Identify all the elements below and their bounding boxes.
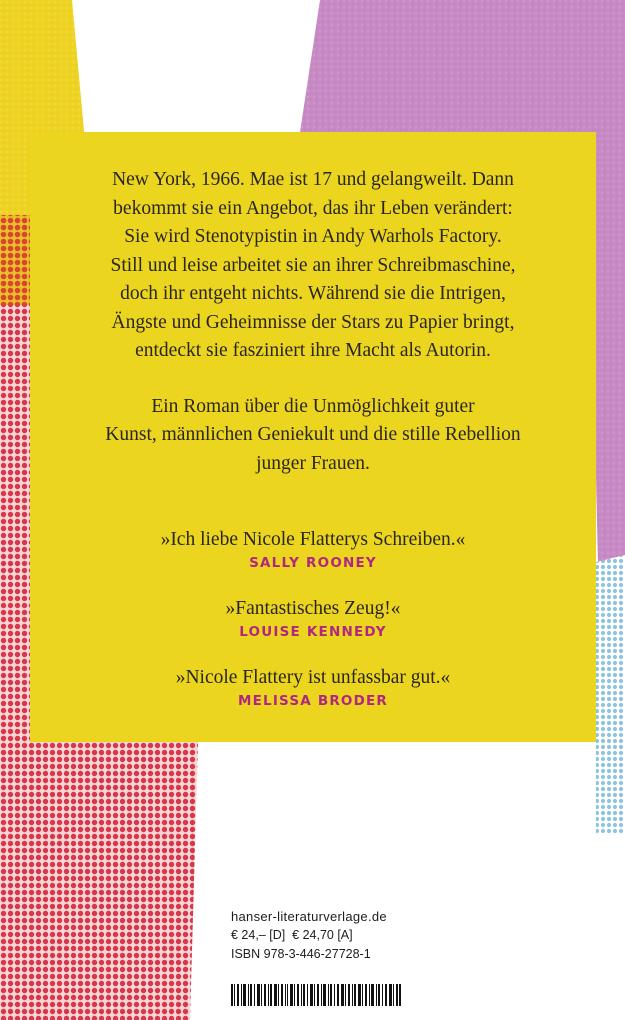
blurb-paragraph-1 bbox=[30, 166, 596, 366]
blurb-line: New York, 1966. Mae ist 17 und gelangweilt. Dann bbox=[112, 169, 514, 190]
quotes-section bbox=[30, 528, 596, 709]
blurb-line: Still und leise arbeitet sie an ihrer Schreibmaschine, bbox=[110, 254, 516, 276]
quote-text: »Ich liebe Nicole Flatterys Schreiben.« bbox=[160, 529, 466, 550]
blurb-line: Ein Roman über die Unmöglichkeit guter bbox=[151, 395, 475, 417]
price-label: € 24,– [D] € 24,70 [A] bbox=[231, 928, 353, 942]
text-panel bbox=[30, 132, 596, 742]
blurb-line: Kunst, männlichen Geniekult und die stille Rebellion bbox=[105, 424, 521, 445]
isbn-label: ISBN 978-3-446-27728-1 bbox=[231, 947, 371, 961]
blurb-paragraph-2 bbox=[30, 393, 596, 479]
quote-text: »Fantastisches Zeug!« bbox=[225, 598, 401, 619]
quote-author: MELISSA BRODER bbox=[237, 693, 389, 709]
publisher-info bbox=[231, 907, 387, 964]
quote-sally-rooney bbox=[30, 528, 596, 571]
blurb-line: junger Frauen. bbox=[256, 452, 370, 474]
blue-halftone bbox=[596, 555, 625, 835]
publisher-website: hanser-literaturverlage.de bbox=[231, 909, 387, 924]
quote-author: LOUISE KENNEDY bbox=[239, 624, 387, 640]
quote-louise-kennedy bbox=[30, 597, 596, 640]
blurb-line: Sie wird Stenotypistin in Andy Warhols Factory. bbox=[124, 226, 502, 247]
quote-author: SALLY ROONEY bbox=[249, 555, 377, 571]
blurb-line: entdeckt sie fasziniert ihre Macht als Autorin. bbox=[135, 340, 491, 361]
barcode bbox=[231, 984, 401, 1006]
blurb-line: Ängste und Geheimnisse der Stars zu Papier bringt, bbox=[111, 311, 515, 333]
quote-text: »Nicole Flattery ist unfassbar gut.« bbox=[175, 667, 451, 688]
blurb-line: doch ihr entgeht nichts. Während sie die Intrigen, bbox=[120, 283, 506, 304]
quote-melissa-broder bbox=[30, 666, 596, 709]
orange-halftone bbox=[0, 215, 30, 320]
blurb-line: bekommt sie ein Angebot, das ihr Leben verändert: bbox=[113, 197, 513, 219]
